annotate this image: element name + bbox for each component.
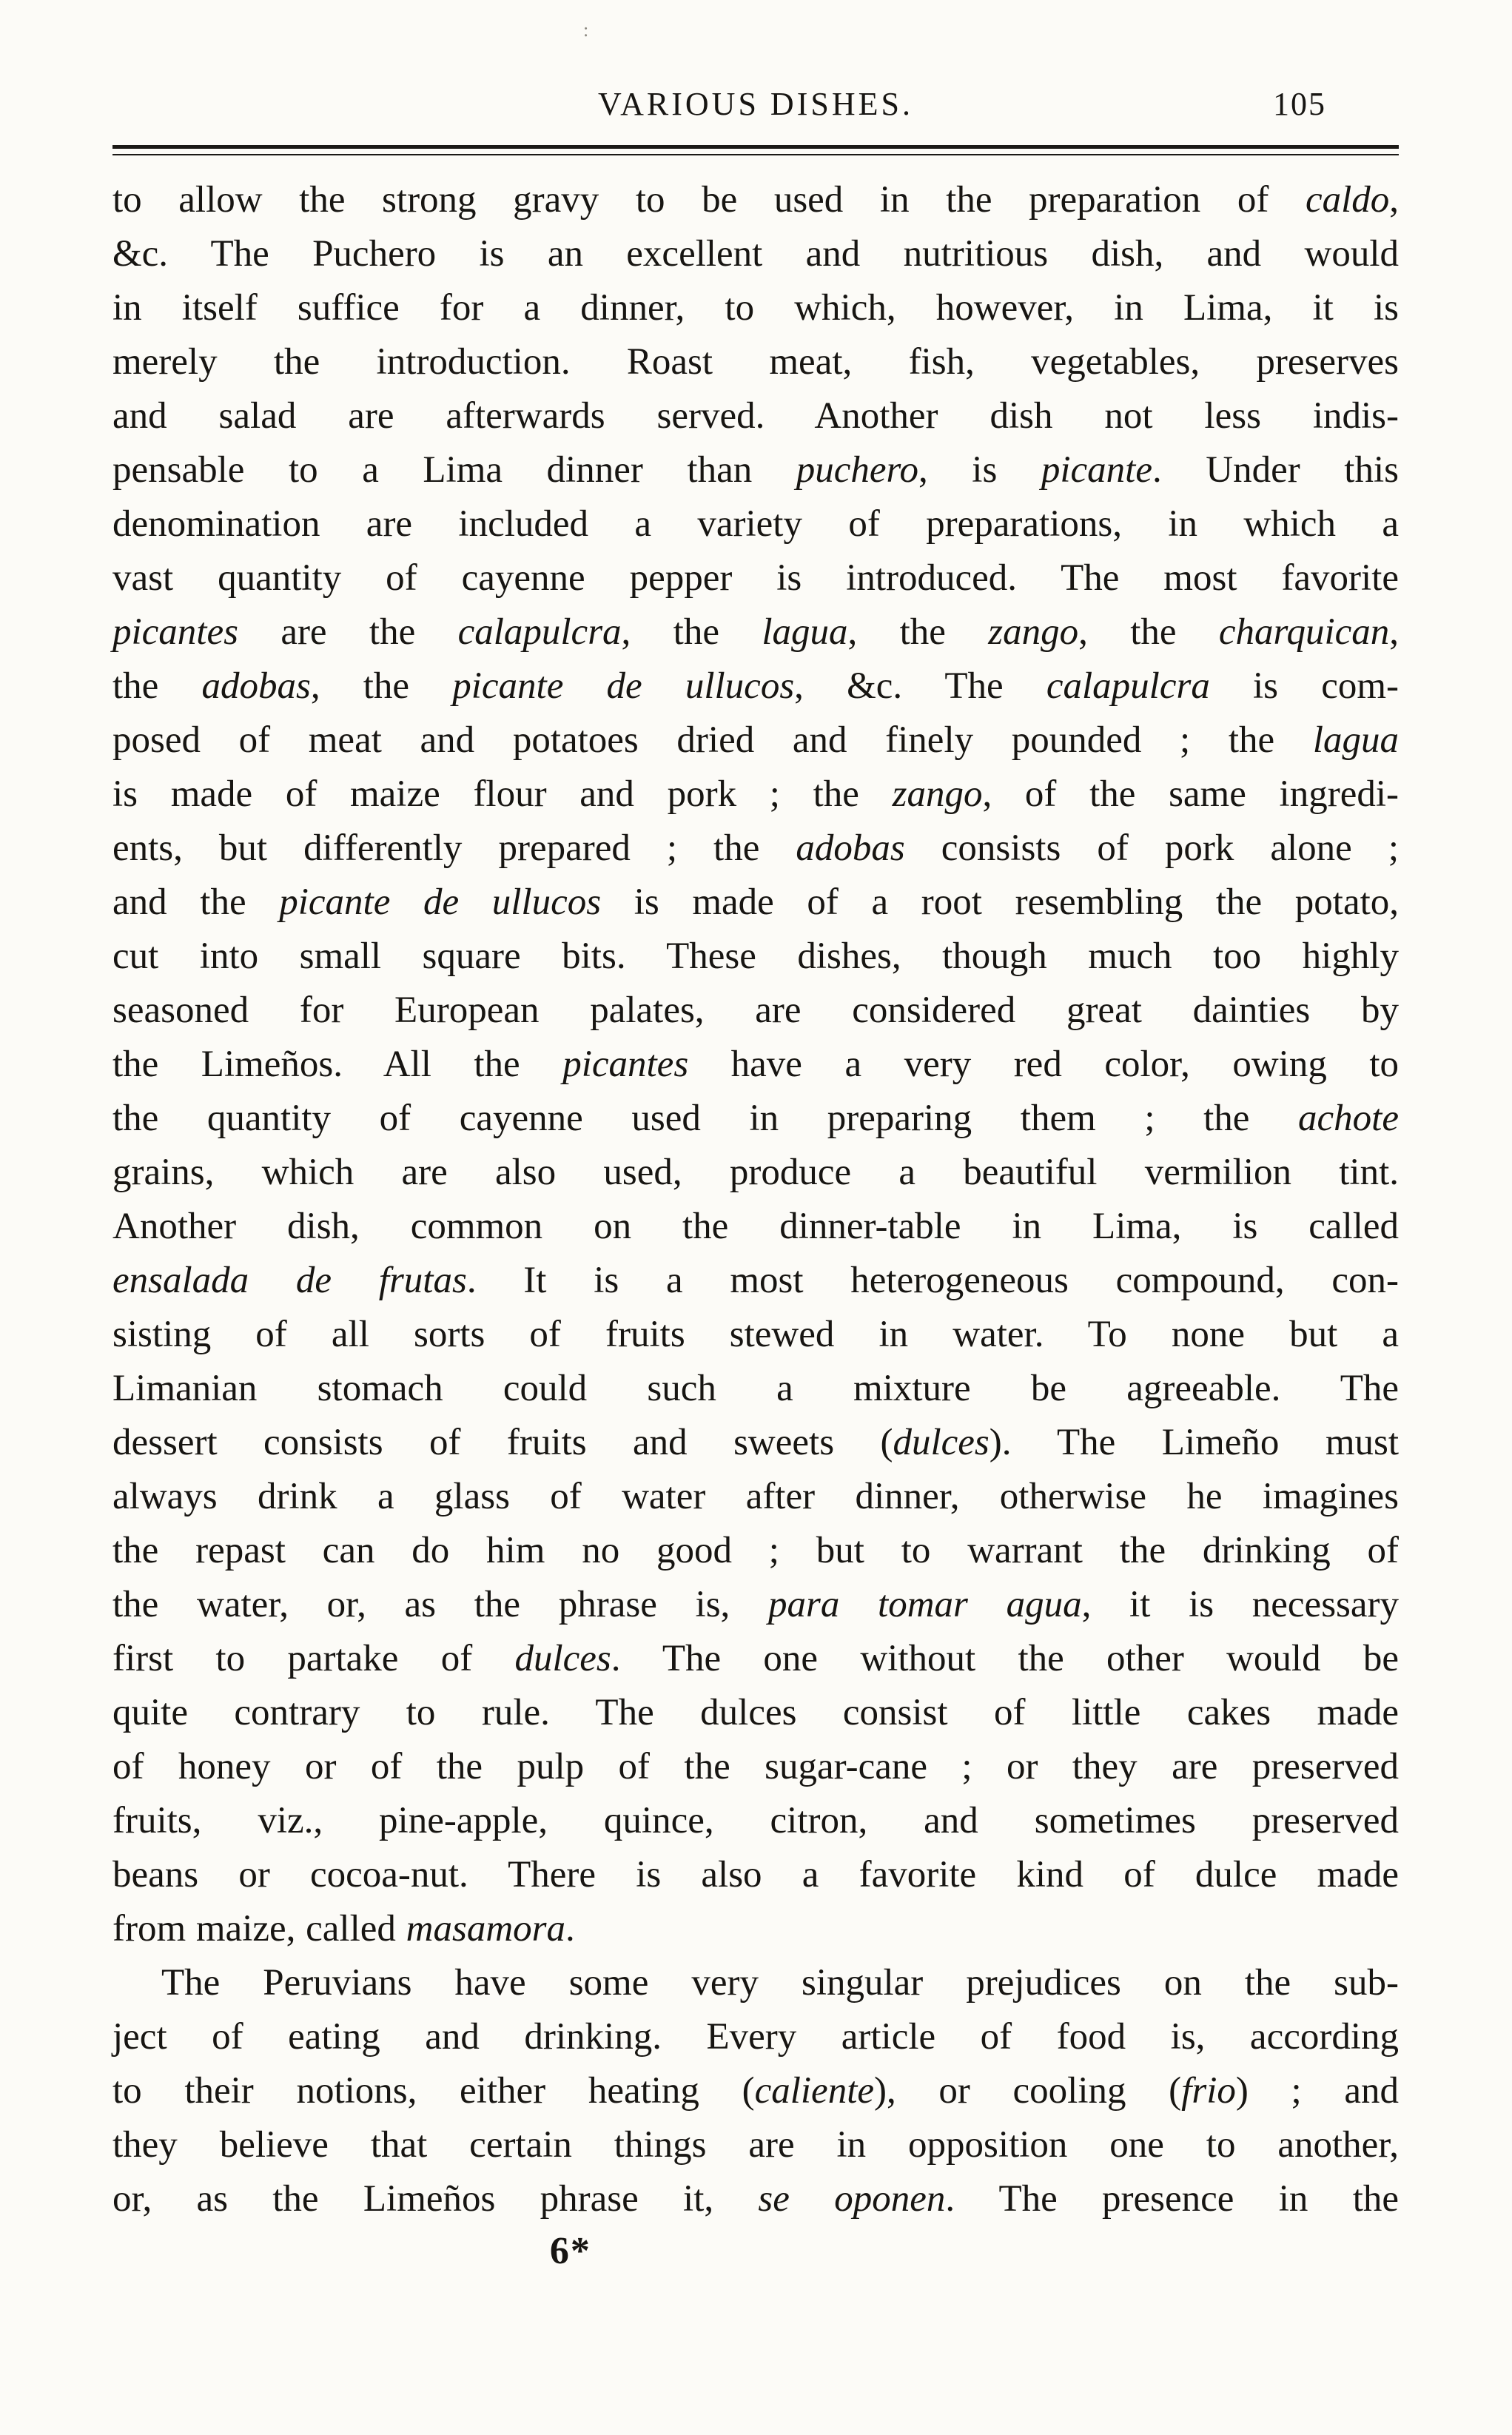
text-line xyxy=(112,389,1399,443)
page-footer xyxy=(112,2229,1399,2273)
text-segment: the quantity of cayenne used in preparing them ; the xyxy=(112,1098,1299,1139)
italic-text-segment: picante xyxy=(1041,449,1152,491)
text-segment: ). The Limeño must xyxy=(989,1422,1400,1463)
text-segment: seasoned for European palates, are considered great dainties by xyxy=(112,990,1399,1031)
text-segment: they believe that certain things are in opposition one to another, xyxy=(112,2124,1399,2166)
italic-text-segment: lagua xyxy=(762,611,848,653)
italic-text-segment: achote xyxy=(1298,1098,1399,1139)
text-line xyxy=(112,1524,1399,1578)
text-segment: denomination are included a variety of preparations, in which a xyxy=(112,503,1399,545)
italic-text-segment: dulces xyxy=(893,1422,989,1463)
italic-text-segment: caldo xyxy=(1305,179,1390,221)
italic-text-segment: picantes xyxy=(562,1044,689,1085)
text-line xyxy=(112,822,1399,876)
text-segment: have a very red color, owing to xyxy=(688,1044,1399,1085)
text-segment: consists of pork alone ; xyxy=(904,827,1399,869)
text-segment: , the xyxy=(310,665,453,707)
text-line xyxy=(112,768,1399,822)
header-rule-top xyxy=(112,145,1399,149)
page-body xyxy=(112,173,1399,2226)
text-segment: , the xyxy=(847,611,989,653)
text-line xyxy=(112,1470,1399,1524)
text-segment: beans or cocoa-nut. There is also a favorite kind of dulce made xyxy=(112,1854,1399,1895)
text-segment: Limanian stomach could such a mixture be agreeable. The xyxy=(112,1368,1399,1409)
text-segment: &c. The Puchero is an excellent and nutritious dish, and would xyxy=(112,233,1399,275)
text-segment: . The one without the other would be xyxy=(611,1638,1399,1679)
text-segment: the Limeños. All the xyxy=(112,1044,563,1085)
text-segment: pensable to a Lima dinner than xyxy=(112,449,796,491)
text-line xyxy=(112,173,1399,227)
text-segment: in itself suffice for a dinner, to which, however, in Lima, it is xyxy=(112,287,1399,329)
text-segment: to their notions, either heating ( xyxy=(112,2070,755,2112)
signature-mark: 6* xyxy=(549,2230,591,2272)
text-segment: are the xyxy=(238,611,458,653)
text-segment: ), or cooling ( xyxy=(874,2070,1182,2112)
text-segment: ents, but differently prepared ; the xyxy=(112,827,796,869)
italic-text-segment: zango xyxy=(988,611,1079,653)
text-segment: , xyxy=(1389,611,1400,653)
text-line xyxy=(112,1956,1399,2010)
italic-text-segment: dulces xyxy=(514,1638,611,1679)
header-rule-bottom xyxy=(112,154,1399,155)
text-segment: ject of eating and drinking. Every article of food is, according xyxy=(112,2016,1399,2058)
text-segment: The Peruvians have some very singular prejudices on the sub- xyxy=(161,1962,1399,2004)
text-line xyxy=(112,930,1399,984)
text-line xyxy=(112,659,1399,713)
text-line xyxy=(112,1416,1399,1470)
text-segment: grains, which are also used, produce a beautiful vermilion tint. xyxy=(112,1152,1399,1193)
text-line xyxy=(112,227,1399,281)
text-segment: , &c. The xyxy=(794,665,1046,707)
text-line xyxy=(112,1740,1399,1794)
text-line xyxy=(112,1254,1399,1308)
text-segment: , xyxy=(1389,179,1399,221)
italic-text-segment: picante de ullucos xyxy=(279,881,602,923)
text-line xyxy=(112,1200,1399,1254)
text-segment: the water, or, as the phrase is, xyxy=(112,1584,768,1625)
text-segment: . Under this xyxy=(1152,449,1399,491)
text-segment: the xyxy=(112,665,202,707)
text-line xyxy=(112,876,1399,930)
text-line xyxy=(112,1632,1399,1686)
text-segment: ) ; and xyxy=(1235,2070,1399,2112)
italic-text-segment: charquican xyxy=(1218,611,1390,653)
text-line xyxy=(112,2172,1399,2226)
text-line xyxy=(112,281,1399,335)
text-line xyxy=(112,2010,1399,2064)
text-line xyxy=(112,2064,1399,2118)
text-segment: to allow the strong gravy to be used in the preparation of xyxy=(112,179,1306,221)
text-segment: fruits, viz., pine-apple, quince, citron, and sometimes preserved xyxy=(112,1800,1399,1841)
text-line xyxy=(112,1038,1399,1092)
text-line xyxy=(112,605,1399,659)
text-segment: Another dish, common on the dinner-table in Lima, is called xyxy=(112,1206,1399,1247)
text-segment: , of the same ingredi- xyxy=(982,773,1399,815)
italic-text-segment: para tomar agua xyxy=(768,1584,1082,1625)
text-line xyxy=(112,335,1399,389)
page-header xyxy=(112,83,1399,126)
text-segment: dessert consists of fruits and sweets ( xyxy=(112,1422,893,1463)
text-segment: from maize, called xyxy=(112,1908,406,1949)
italic-text-segment: zango xyxy=(892,773,983,815)
text-segment: sisting of all sorts of fruits stewed in water. To none but a xyxy=(112,1314,1399,1355)
running-title: VARIOUS DISHES. xyxy=(598,86,913,122)
text-segment: and salad are afterwards served. Another dish not less indis- xyxy=(112,395,1399,437)
italic-text-segment: puchero xyxy=(796,449,918,491)
italic-text-segment: lagua xyxy=(1312,719,1399,761)
text-segment: the repast can do him no good ; but to warrant the drinking of xyxy=(112,1530,1399,1571)
text-segment: . xyxy=(565,1908,575,1949)
text-line xyxy=(112,1902,1399,1956)
italic-text-segment: ensalada de frutas xyxy=(112,1260,467,1301)
text-segment: merely the introduction. Roast meat, fish, vegetables, preserves xyxy=(112,341,1399,383)
text-line xyxy=(112,551,1399,605)
text-line xyxy=(112,1146,1399,1200)
text-segment: quite contrary to rule. The dulces consist of little cakes made xyxy=(112,1692,1399,1733)
text-segment: , the xyxy=(1078,611,1219,653)
italic-text-segment: se oponen xyxy=(758,2178,946,2220)
text-line xyxy=(112,497,1399,551)
text-line xyxy=(112,1308,1399,1362)
text-segment: or, as the Limeños phrase it, xyxy=(112,2178,759,2220)
text-line xyxy=(112,443,1399,497)
text-line xyxy=(112,2118,1399,2172)
italic-text-segment: adobas xyxy=(796,827,905,869)
text-segment: vast quantity of cayenne pepper is introduced. The most favorite xyxy=(112,557,1399,599)
italic-text-segment: masamora xyxy=(406,1908,565,1949)
print-artifact: : xyxy=(583,19,590,41)
text-segment: cut into small square bits. These dishes, though much too highly xyxy=(112,936,1399,977)
italic-text-segment: caliente xyxy=(754,2070,874,2112)
text-line xyxy=(112,1686,1399,1740)
text-segment: is made of a root resembling the potato, xyxy=(601,881,1399,923)
text-line xyxy=(112,1848,1399,1902)
text-line xyxy=(112,984,1399,1038)
italic-text-segment: frio xyxy=(1181,2070,1236,2112)
italic-text-segment: picante de ullucos xyxy=(452,665,795,707)
text-segment: of honey or of the pulp of the sugar-cane ; or they are preserved xyxy=(112,1746,1399,1787)
page-number: 105 xyxy=(1273,86,1326,122)
text-line xyxy=(112,1092,1399,1146)
text-line xyxy=(112,713,1399,768)
text-segment: and the xyxy=(112,881,280,923)
text-segment: , the xyxy=(621,611,762,653)
text-line xyxy=(112,1362,1399,1416)
text-segment: is com- xyxy=(1209,665,1399,707)
text-segment: , it is necessary xyxy=(1081,1584,1400,1625)
italic-text-segment: calapulcra xyxy=(457,611,622,653)
italic-text-segment: calapulcra xyxy=(1046,665,1210,707)
text-line xyxy=(112,1578,1399,1632)
italic-text-segment: adobas xyxy=(201,665,311,707)
text-segment: , is xyxy=(918,449,1041,491)
text-segment: is made of maize flour and pork ; the xyxy=(112,773,893,815)
text-segment: posed of meat and potatoes dried and finely pounded ; the xyxy=(112,719,1313,761)
text-segment: . It is a most heterogeneous compound, con- xyxy=(466,1260,1399,1301)
italic-text-segment: picantes xyxy=(112,611,238,653)
text-segment: . The presence in the xyxy=(945,2178,1399,2220)
text-line xyxy=(112,1794,1399,1848)
text-segment: always drink a glass of water after dinner, otherwise he imagines xyxy=(112,1476,1399,1517)
text-segment: first to partake of xyxy=(112,1638,515,1679)
